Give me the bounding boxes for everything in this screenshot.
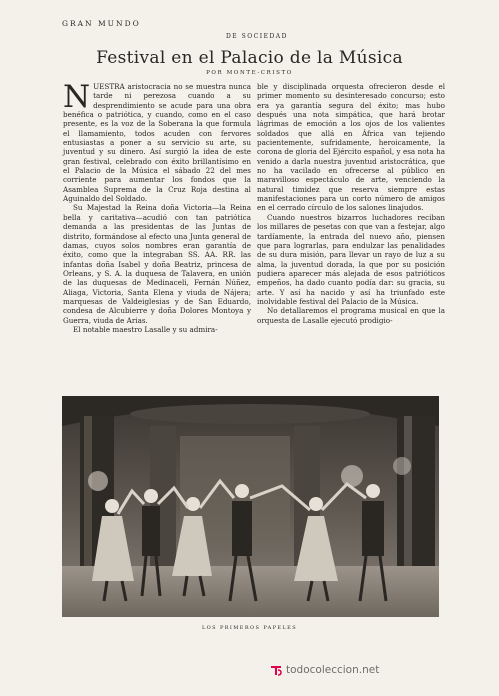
paragraph bbox=[63, 79, 251, 204]
paragraph: ble y disciplinada orquesta ofrecieron desde el primer momento su desinteresado concurso; esto era ya garantía segura del éxito; mas hubo después una nota simpática, que hará brotar lágrimas de emoción a los ojos de los valientes soldados que allá en África van tejiendo pacientemente, sufridamente, heroicamente, la corona de gloria del Ejército español, y esa nota ha venido a darla nuestra juventud aristocrática, que no ha vacilado en ofrecerse al público en maravilloso espectáculo de arte, venciendo la natural timidez que reserva siempre estas manifestaciones para un corto número de amigos en el cerrado círculo de los salones linajudos. bbox=[257, 82, 445, 213]
paragraph: Cuando nuestros bizarros luchadores reciban los millares de pesetas con que van a festejar, algo tardíamente, la entrada del nuevo año, piensen que para lograrlas, para endulzar las penalidades de su dura misión, para llevar un rayo de luz a su alma, la juventud dorada, la que por su posición pudiera aparecer más alejada de esos patrióticos empeños, ha dado cuanto podía dar: su gracia, su arte. Y así ha nacido y así ha triunfado este inolvidable festival del Palacio de la Música. bbox=[257, 212, 445, 306]
text-column-left bbox=[63, 79, 251, 334]
paragraph: El notable maestro Lasalle y su admira- bbox=[73, 324, 218, 334]
watermark-text: todocoleccion.net bbox=[286, 664, 380, 676]
dancers-photo-illustration bbox=[62, 396, 439, 617]
section-name: DE SOCIEDAD bbox=[226, 33, 288, 40]
paragraph-text: UESTRA aristocracia no se muestra nunca tarde ni perezosa cuando a su desprendimiento se acude para una obra benéfica o patriótica, y cuando, como en el caso presente, es la voz de la Soberana la que formula el llamamiento, todos acuden con fervores entusiastas a poner a su servicio su arte, su juventud y su dinero. Así surgió la idea de este gran festival, celebrado con éxito brillantísimo en el Palacio de la Música el sábado 22 del mes corriente para aumentar los fondos que la Asamblea Suprema de la Cruz Roja destina al Aguinaldo del Soldado. bbox=[63, 82, 251, 204]
stage-photograph bbox=[62, 396, 439, 617]
photo-caption: LOS PRIMEROS PAPELES bbox=[201, 625, 298, 631]
magazine-name: GRAN MUNDO bbox=[62, 19, 141, 28]
drop-cap: N bbox=[63, 79, 91, 115]
text-column-right bbox=[257, 82, 445, 325]
paragraph: No detallaremos el programa musical en que la orquesta de Lasalle ejecutó prodigio- bbox=[257, 306, 445, 325]
article-title: Festival en el Palacio de la Música bbox=[96, 48, 403, 68]
watermark bbox=[270, 663, 379, 677]
todocoleccion-logo-icon bbox=[270, 664, 282, 676]
paragraph: Su Majestad la Reina doña Victoria—la Reina bella y caritativa—acudió con tan patriótica demanda a las presidentas de las Juntas de distrito, formándose al efecto una Junta general de damas, cuyos solos nombres eran garantía de éxito, como que la integraban SS. AA. RR. las infantas doña Isabel y doña Beatriz, princesa de Orleans, y S. A. la duquesa de Talavera, en unión de las duquesas de Medinaceli, Fernán Núñez, Aliaga, Victoria, Santa Elena y viuda de Nájera; marquesas de Valdeiglesias y de San Eduardo, condesa de Alcubierre y doña Dolores Montoya y Guerra, viuda de Arias. bbox=[63, 203, 251, 325]
article-byline: POR MONTE-CRISTO bbox=[206, 70, 293, 76]
